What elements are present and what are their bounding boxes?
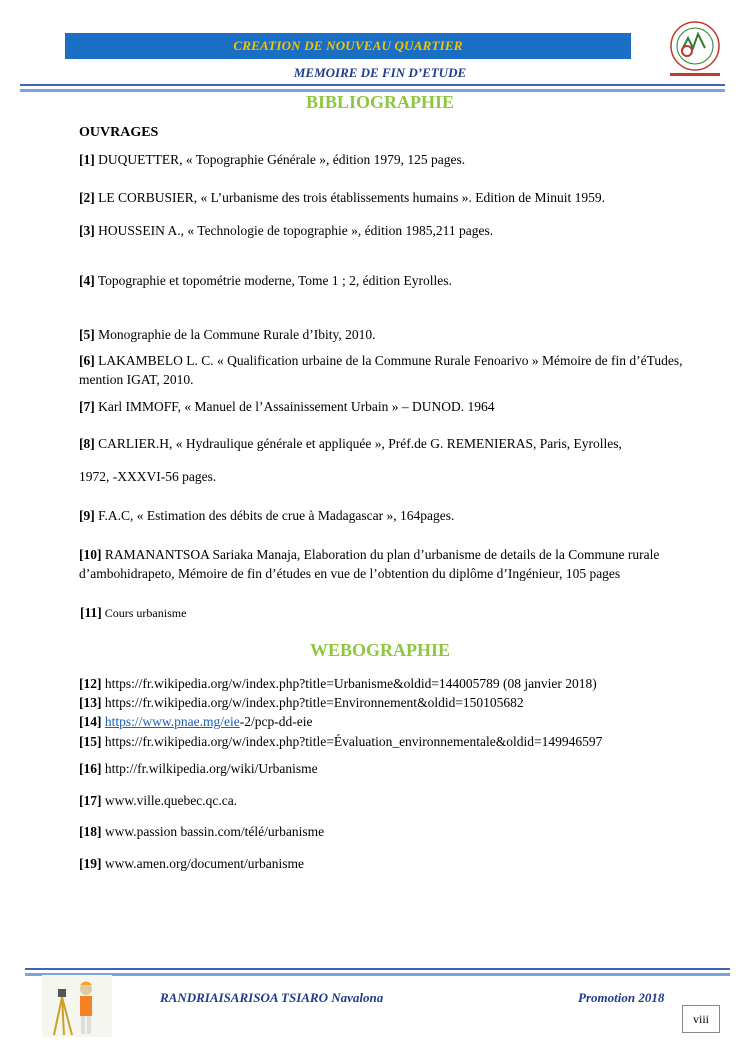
bibliography-title: BIBLIOGRAPHIE [305,92,455,112]
reference-item: [5] Monographie de la Commune Rurale d’Ibity, 2010. [79,327,376,342]
web-reference-item: [19] www.amen.org/document/urbanisme [79,856,304,871]
web-reference-item: [16] http://fr.wilkipedia.org/wiki/Urbanisme [79,761,318,776]
web-reference-item: [14] https://www.pnae.mg/eie-2/pcp-dd-eie [79,714,313,729]
footer-rule [25,968,730,970]
reference-item-continued: 1972, -XXXVI-56 pages. [79,469,217,484]
reference-item: [1] DUQUETTER, « Topographie Générale », édition 1979, 125 pages. [79,152,466,167]
reference-item: [2] LE CORBUSIER, « L’urbanisme des trois établissements humains ». Edition de Minuit 1959. [79,190,605,205]
footer-rule-thick [25,973,730,976]
web-reference-item: [15] https://fr.wikipedia.org/w/index.php?title=Évaluation_environnementale&oldid=149946597 [79,734,603,749]
school-logo [660,18,730,82]
web-reference-item: [17] www.ville.quebec.qc.ca. [79,793,238,808]
footer-author: RANDRIAISARISOA TSIARO Navalona [160,990,384,1005]
page-number: viii [682,1005,720,1033]
reference-item: [10] RAMANANTSOA Sariaka Manaja, Elaboration du plan d’urbanisme de details de la Commune rurale d’ambohidrapeto, Mémoire de fin d’études en vue de l’obtention du diplôme d’Ingénieur, 105 pages [79,547,660,581]
web-reference-item: [18] www.passion bassin.com/télé/urbanisme [79,824,325,839]
web-reference-item: [12] https://fr.wikipedia.org/w/index.php?title=Urbanisme&oldid=144005789 (08 janvier 2018) [79,676,597,691]
reference-item: [11] Cours urbanisme [80,605,187,620]
reference-item: [8] CARLIER.H, « Hydraulique générale et appliquée », Préf.de G. REMENIERAS, Paris, Eyrolles, [79,436,622,451]
header-rule [20,84,725,86]
web-reference-item: [13] https://fr.wikipedia.org/w/index.php?title=Environnement&oldid=150105682 [79,695,524,710]
banner-title: CREATION DE NOUVEAU QUARTIER [233,38,463,53]
webography-title: WEBOGRAPHIE [309,640,451,660]
reference-item: [3] HOUSSEIN A., « Technologie de topographie », édition 1985,211 pages. [79,223,494,238]
header-subtitle: MEMOIRE DE FIN D’ETUDE [293,65,467,80]
surveyor-illustration [42,975,112,1037]
pnae-link[interactable]: https://www.pnae.mg/eie [104,714,240,729]
reference-item: [9] F.A.C, « Estimation des débits de crue à Madagascar », 164pages. [79,508,455,523]
footer-promotion: Promotion 2018 [578,990,665,1005]
reference-item: [7] Karl IMMOFF, « Manuel de l’Assainissement Urbain » – DUNOD. 1964 [79,399,495,414]
ouvrages-heading: OUVRAGES [79,125,159,140]
reference-item: [4] Topographie et topométrie moderne, Tome 1 ; 2, édition Eyrolles. [79,273,452,288]
header-banner [65,33,631,59]
reference-item: [6] LAKAMBELO L. C. « Qualification urbaine de la Commune Rurale Fenoarivo » Mémoire de fin d’éTudes, mention IGAT, 2010. [79,353,683,387]
